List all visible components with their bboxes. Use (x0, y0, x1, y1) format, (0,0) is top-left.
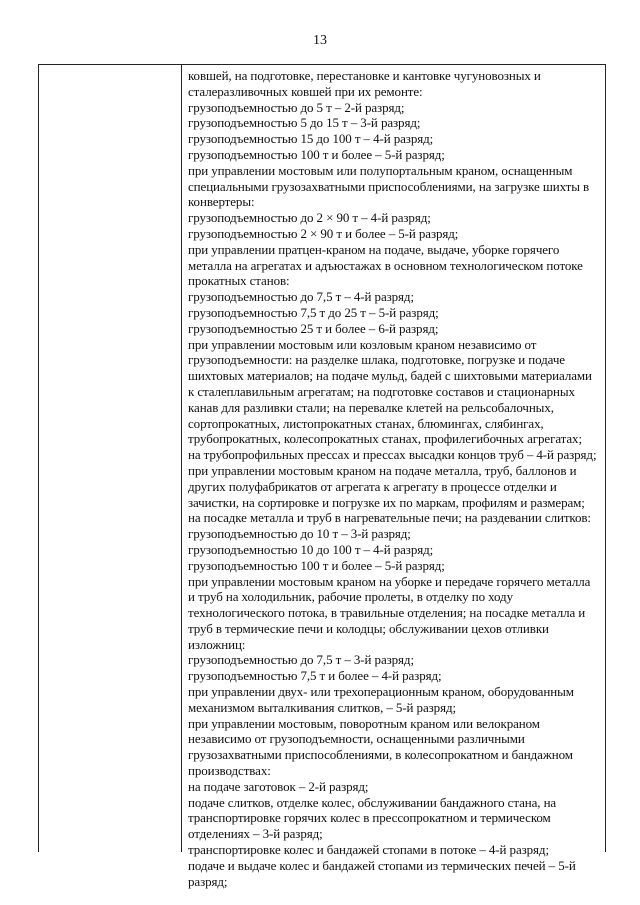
text-line: на посадке металла и труб в нагревательные печи; на раздевании слитков: (188, 510, 591, 526)
text-line: грузоподъемностью 7,5 т до 25 т – 5-й разряд; (188, 304, 439, 320)
text-line: грузоподъемностью 5 до 15 т – 3-й разряд; (188, 115, 421, 131)
text-line: независимо от грузоподъемности, оснащенными различными (188, 731, 525, 747)
text-line: грузоподъемности: на разделке шлака, подготовке, погрузке и подаче (188, 352, 565, 368)
text-line: подаче и выдаче колес и бандажей стопами из термических печей – 5-й (188, 857, 576, 873)
text-line: грузоподъемностью до 7,5 т – 4-й разряд; (188, 289, 414, 305)
text-line: грузоподъемностью до 7,5 т – 3-й разряд; (188, 652, 414, 668)
text-line: канав для разливки стали; на перевалке клетей на рельсобалочных, (188, 399, 554, 415)
text-line: грузоподъемностью 2 × 90 т и более – 5-й разряд; (188, 225, 459, 241)
text-line: отделениях – 3-й разряд; (188, 826, 323, 842)
text-line: транспортировке горячих колес в прессопрокатном и термическом (188, 810, 551, 826)
text-line: производствах: (188, 763, 271, 779)
text-line: грузоподъемностью до 10 т – 3-й разряд; (188, 526, 411, 542)
table-right-column (182, 65, 605, 889)
text-line: специальными грузозахватными приспособлениями, на загрузке шихты в (188, 178, 590, 194)
table-left-column (39, 65, 182, 852)
text-line: грузоподъемностью 100 т и более – 5-й разряд; (188, 557, 445, 573)
text-line: грузоподъемностью до 2 × 90 т – 4-й разряд; (188, 210, 431, 226)
text-line: подаче слитков, отделке колес, обслуживании бандажного стана, на (188, 794, 557, 810)
page-number: 13 (313, 33, 327, 48)
text-line: при управлении мостовым, поворотным краном или велокраном (188, 715, 540, 731)
text-line: грузоподъемностью 25 т и более – 6-й разряд; (188, 320, 439, 336)
text-line: при управлении мостовым или полупортальным краном, оснащенным (188, 162, 573, 178)
text-line: трубопрокатных, колесопрокатных станах, профилегибочных агрегатах; (188, 431, 582, 447)
text-line: при управлении мостовым краном на уборке и передаче горячего металла (188, 573, 591, 589)
text-line: металла на агрегатах и адъюстажах в основном технологическом потоке (188, 257, 583, 273)
text-line: грузозахватными приспособлениями, в колесопрокатном и бандажном (188, 747, 573, 763)
text-line: труб в термические печи и колодцы; обслуживании цехов отливки (188, 620, 549, 636)
text-line: транспортировке колес и бандажей стопами в потоке – 4-й разряд; (188, 842, 549, 858)
text-line: при управлении мостовым краном на подаче металла, труб, баллонов и (188, 462, 577, 478)
text-line: при управлении двух- или трехоперационным краном, оборудованным (188, 684, 574, 700)
text-line: при управлении мостовым или козловым краном независимо от (188, 336, 537, 352)
text-line: грузоподъемностью 100 т и более – 5-й разряд; (188, 146, 445, 162)
text-line: грузоподъемностью до 5 т – 2-й разряд; (188, 99, 405, 115)
text-line: конвертеры: (188, 194, 255, 210)
text-line: технологического потока, в травильные отделения; на посадке металла и (188, 605, 586, 621)
text-line: разряд; (188, 873, 228, 889)
text-line: сортопрокатных, листопрокатных станах, блюмингах, слябингах, (188, 415, 544, 431)
document-table (38, 64, 606, 889)
text-line: сталеразливочных ковшей при их ремонте: (188, 83, 423, 99)
text-line: на трубопрофильных прессах и прессах высадки концов труб – 4-й разряд; (188, 447, 597, 463)
text-line: прокатных станов: (188, 273, 290, 289)
text-line: на подаче заготовок – 2-й разряд; (188, 778, 369, 794)
text-line: зачистки, на сортировке и погрузке их по маркам, профилям и размерам; (188, 494, 585, 510)
text-line: грузоподъемностью 15 до 100 т – 4-й разряд; (188, 131, 434, 147)
text-line: грузоподъемностью 10 до 100 т – 4-й разряд; (188, 541, 434, 557)
text-line: шихтовых материалов; на подаче мульд, бадей с шихтовыми материалами (188, 368, 592, 384)
text-line: при управлении пратцен-краном на подаче, выдаче, уборке горячего (188, 241, 560, 257)
text-line: других полуфабрикатов от агрегата к агрегату в процессе отделки и (188, 478, 557, 494)
text-line: механизмом выталкивания слитков, – 5-й разряд; (188, 699, 456, 715)
text-line: и труб на холодильник, рабочие пролеты, в отделку по ходу (188, 589, 513, 605)
text-line: изложниц: (188, 636, 246, 652)
text-line: ковшей, на подготовке, перестановке и кантовке чугуновозных и (188, 68, 541, 83)
text-line: грузоподъемностью 7,5 т и более – 4-й разряд; (188, 668, 442, 684)
text-line: к сталеплавильным агрегатам; на подготовке составов и стационарных (188, 383, 575, 399)
